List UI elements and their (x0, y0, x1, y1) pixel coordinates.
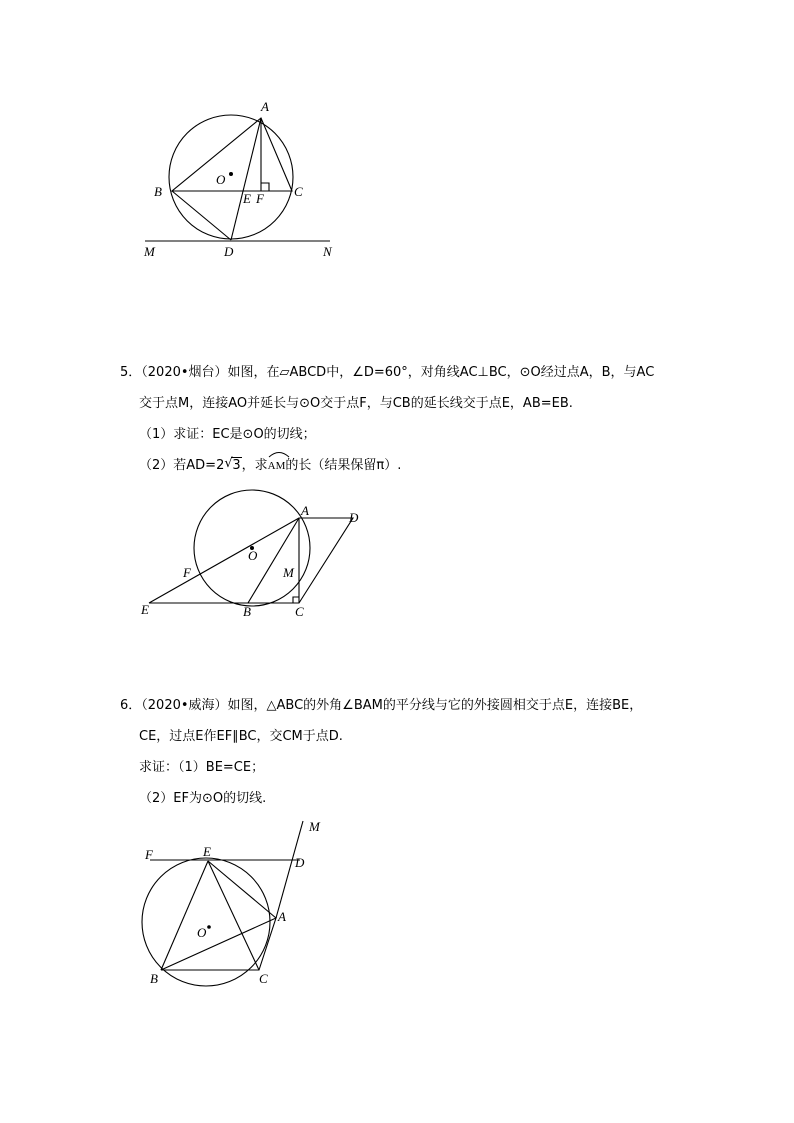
label-o: O (197, 925, 207, 940)
problem5-item2-mid: ，求 (241, 458, 268, 473)
arc-am (268, 457, 286, 475)
label-m: M (283, 565, 294, 580)
label-m: M (309, 819, 320, 834)
label-c: C (294, 184, 303, 199)
label-o: O (216, 172, 226, 187)
label-c: C (295, 604, 304, 619)
radical-sign: √ (224, 456, 233, 471)
label-b: B (243, 604, 251, 619)
problem5-line2: 交于点M，连接AO并延长与⊙O交于点F，与CB的延长线交于点E，AB=EB. (139, 396, 573, 411)
circle-o (169, 115, 293, 239)
segment-ea (149, 518, 299, 603)
label-d: D (295, 855, 305, 870)
right-angle-mark (293, 597, 299, 603)
right-angle-mark (261, 183, 269, 191)
label-f: F (145, 847, 153, 862)
label-a: A (261, 99, 269, 114)
problem6-line2: CE，过点E作EF∥BC，交CM于点D. (139, 729, 343, 744)
problem6-line1: 6．（2020•威海）如图，△ABC的外角∠BAM的平分线与它的外接圆相交于点E，连接BE， (120, 698, 643, 713)
label-m: M (144, 244, 155, 259)
arc-icon (268, 450, 290, 458)
label-b: B (150, 971, 158, 986)
figure-triangle-circumcircle (135, 815, 355, 995)
label-f: F (183, 565, 191, 580)
problem5-line1: 5．（2020•烟台）如图，在▱ABCD中，∠D=60°，对角线AC⊥BC，⊙O经过点A，B，与AC (120, 365, 655, 380)
center-dot (207, 925, 211, 929)
problem5-item1: （1）求证：EC是⊙O的切线； (139, 427, 316, 442)
circle-o (142, 858, 270, 986)
center-dot (229, 172, 233, 176)
problem5-item2-pre: （2）若AD=2 (139, 458, 225, 473)
problem5-item2-post: 的长（结果保留π）. (285, 458, 402, 473)
label-n: N (323, 244, 332, 259)
problem6-item1: 求证：（1）BE=CE； (139, 760, 265, 775)
parallelogram-abcd (248, 518, 353, 603)
segment-bd (172, 191, 231, 240)
figure-circle-tangent-mn (130, 95, 350, 265)
label-o: O (248, 548, 258, 563)
problem5-item2 (139, 457, 401, 475)
label-a: A (278, 909, 286, 924)
radicand: 3 (232, 458, 241, 473)
problem6-item2: （2）EF为⊙O的切线. (139, 791, 267, 806)
label-e: E (141, 602, 149, 617)
label-c: C (259, 971, 268, 986)
label-f: F (256, 191, 264, 206)
triangle-abc (172, 118, 292, 191)
label-d: D (224, 244, 234, 259)
sqrt-expression (224, 457, 241, 475)
label-d: D (349, 510, 359, 525)
figure-parallelogram-circle (135, 490, 375, 630)
triangle-abc (161, 918, 276, 970)
label-b: B (154, 184, 162, 199)
label-e: E (243, 191, 251, 206)
label-a: A (301, 503, 309, 518)
label-e: E (203, 844, 211, 859)
arc-am-text: AM (267, 460, 286, 472)
segment-ad (231, 118, 261, 240)
segment-be (161, 861, 208, 970)
